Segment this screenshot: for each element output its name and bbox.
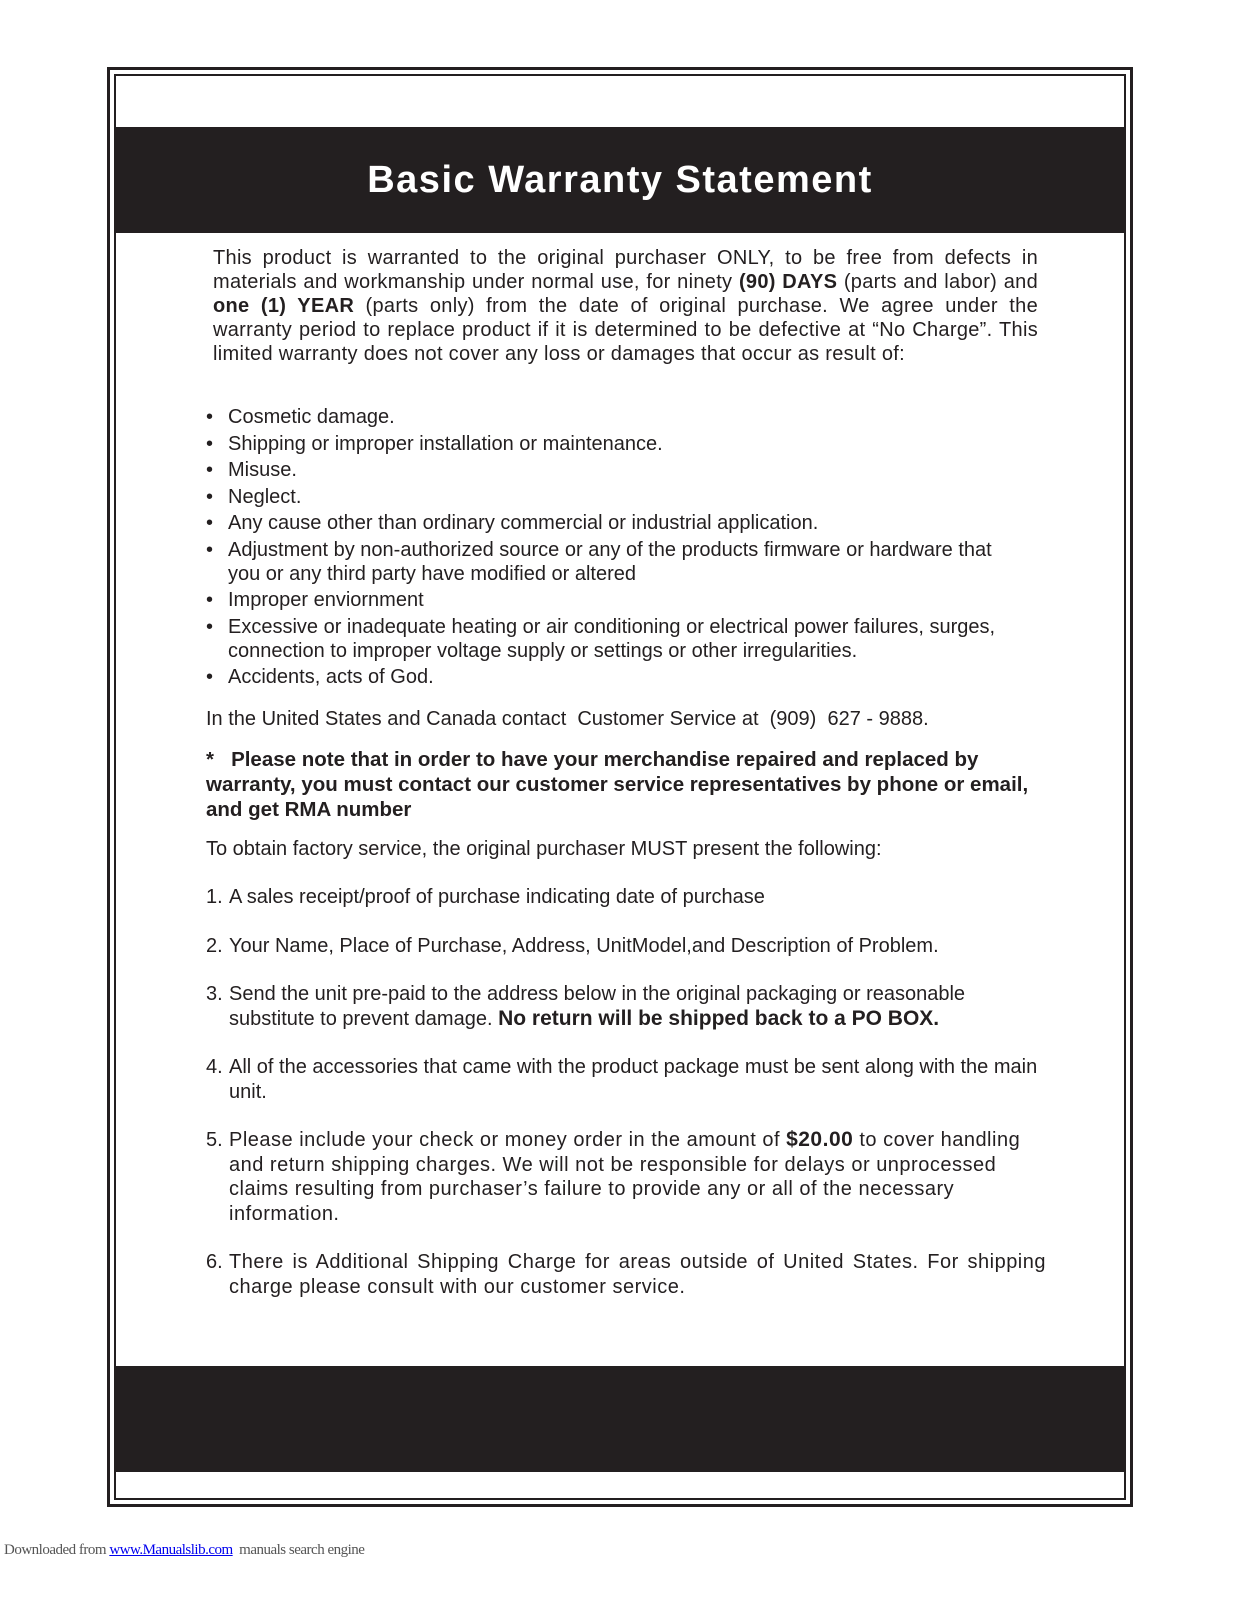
list-item: • Shipping or improper installation or maintenance.: [206, 432, 663, 455]
bullet-icon: •: [206, 512, 214, 534]
bullet-icon: •: [206, 615, 214, 638]
bullet-icon: •: [206, 589, 214, 611]
fee-amount: $20.00: [786, 1128, 854, 1151]
bullet-icon: •: [206, 406, 214, 428]
bullet-icon: •: [206, 432, 214, 455]
step-item: 5. Please include your check or money order in the amount of $20.00 to cover handling and return shipping charges. We will not be responsible for delays or unprocessed claims resulting from purchaser’s failure to provide any or all of the necessary information.: [206, 1128, 1021, 1225]
list-item: • Excessive or inadequate heating or air conditioning or electrical power failures, surges, connection to improper voltage supply or settings or other irregularities.: [206, 615, 996, 662]
intro-text-1: This product is warranted to the original purchaser ONLY, to be free from defects in materials and workmanship under normal use, for ninety: [213, 247, 1038, 293]
list-item: • Adjustment by non-authorized source or any of the products firmware or hardware that you or any third party have modified or altered: [206, 538, 992, 585]
bullet-icon: •: [206, 459, 214, 481]
list-item: • Any cause other than ordinary commercial or industrial application.: [206, 512, 819, 534]
download-source: Downloaded from www.Manualslib.com manuals search engine: [4, 1542, 365, 1558]
intro-year: one (1) YEAR: [213, 295, 355, 317]
exclusion-list: [206, 405, 1046, 692]
contact-line: In the United States and Canada contact Customer Service at (909) 627 - 9888.: [206, 708, 929, 730]
step-item: 3. Send the unit pre-paid to the address below in the original packaging or reasonable substitute to prevent damage. No return will be shipped back to a PO BOX.: [206, 983, 966, 1030]
bullet-icon: •: [206, 538, 214, 561]
list-item: • Improper enviornment: [206, 589, 424, 611]
step-item: 2. Your Name, Place of Purchase, Address, UnitModel,and Description of Problem.: [206, 934, 939, 957]
service-intro: To obtain factory service, the original purchaser MUST present the following:: [206, 838, 882, 860]
manualslib-link[interactable]: www.Manualslib.com: [109, 1542, 233, 1558]
step-item: 4. All of the accessories that came with the product package must be sent along with the main unit.: [206, 1056, 1038, 1103]
list-item: • Misuse.: [206, 459, 297, 481]
intro-paragraph: [213, 246, 1038, 366]
footer-banner: [116, 1366, 1124, 1472]
page-title: Basic Warranty Statement: [367, 158, 873, 201]
list-item: • Cosmetic damage.: [206, 406, 395, 428]
intro-days: (90) DAYS: [738, 271, 838, 293]
intro-text-3: (parts only) from the date of original purchase. We agree under the warranty period to replace product if it is determined to be defective at “No Charge”. This limited warranty does not cover any loss or damages that occur as result of:: [213, 295, 1038, 365]
step-item: 6. There is Additional Shipping Charge for areas outside of United States. For shipping charge please consult with our customer service.: [206, 1251, 1046, 1298]
list-item: • Neglect.: [206, 485, 302, 508]
step-item: 1. A sales receipt/proof of purchase indicating date of purchase: [206, 886, 765, 908]
rma-note: * Please note that in order to have your merchandise repaired and replaced by warranty, you must contact our customer service representatives by phone or email, and get RMA number: [206, 748, 1034, 821]
list-item: • Accidents, acts of God.: [206, 666, 434, 688]
bullet-icon: •: [206, 485, 214, 508]
service-steps: [206, 885, 1046, 1323]
po-box-warning: No return will be shipped back to a PO BOX.: [498, 1006, 940, 1030]
intro-text-2: (parts and labor) and: [837, 271, 1039, 293]
title-banner: [116, 127, 1124, 233]
bullet-icon: •: [206, 666, 214, 688]
